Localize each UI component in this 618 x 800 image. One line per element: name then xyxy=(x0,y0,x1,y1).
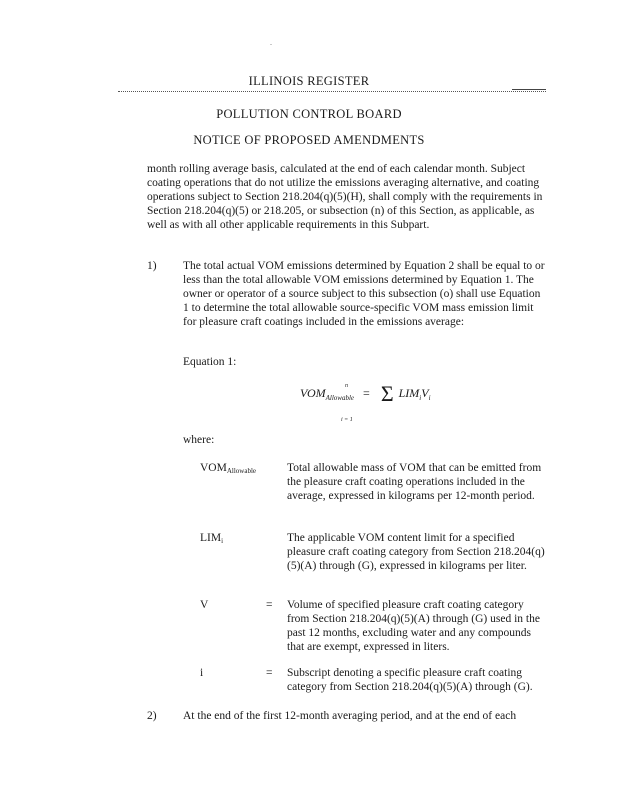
formula-equals: = xyxy=(363,386,370,400)
definition-term xyxy=(200,461,256,476)
definition-term xyxy=(200,531,223,546)
formula-lhs-sub: Allowable xyxy=(325,394,355,402)
term-sub: i xyxy=(221,537,224,545)
definition-text: Total allowable mass of VOM that can be emitted from the pleasure craft coating operations included in the average, expressed in kilograms per 12-month period. xyxy=(287,462,542,502)
equation-formula xyxy=(300,381,431,406)
definition-text: Volume of specified pleasure craft coating category from Section 218.204(q)(5)(A) through (G) used in the past 12 months, excluding water and any compounds that are exempt, expressed in liters. xyxy=(287,599,540,653)
formula-rhs: LIM xyxy=(398,386,420,400)
header-rule xyxy=(118,91,546,92)
notice-title: NOTICE OF PROPOSED AMENDMENTS xyxy=(193,133,425,147)
definition-text: The applicable VOM content limit for a specified pleasure craft coating category from Section 218.204(q)(5)(A) through (G), expressed in kilograms per liter. xyxy=(287,532,545,572)
sum-upper-limit: n xyxy=(345,383,348,389)
term-text: VOM xyxy=(200,462,227,474)
term-text: LIM xyxy=(200,532,222,544)
register-title: ILLINOIS REGISTER xyxy=(248,74,370,88)
definition-term xyxy=(200,598,208,613)
definition-term xyxy=(200,666,203,681)
item-2-number: 2) xyxy=(147,710,157,722)
board-title: POLLUTION CONTROL BOARD xyxy=(216,107,402,121)
sum-lower-limit: i = 1 xyxy=(341,417,353,423)
item-2-text: At the end of the first 12-month averaging period, and at the end of each xyxy=(183,710,517,722)
equation-label: Equation 1: xyxy=(183,356,237,368)
formula-rhs-sub: i xyxy=(419,394,422,402)
intro-paragraph: month rolling average basis, calculated at the end of each calendar month. Subject coating operations that do not utilize the emissions averaging alternative, and coating operations subject to Section 218.204(q)(5)(H), shall comply with the requirements in Section 218.204(q)(5) or 218.205, or subsection (n) of this Section, as applicable, as well as with all other applicable requirements in this Subpart. xyxy=(147,163,543,231)
where-label: where: xyxy=(183,434,215,446)
header-page-tick xyxy=(512,89,546,90)
item-1-number: 1) xyxy=(147,260,157,272)
item-1-text: The total actual VOM emissions determined by Equation 2 shall be equal to or less than the total allowable VOM emissions determined by Equation 1. The owner or operator of a source subject to this subsection (o) shall use Equation 1 to determine the total allowable source-specific VOM mass emission limit for pleasure craft coatings included in the emissions average: xyxy=(183,260,545,328)
sigma-symbol: Σ xyxy=(380,381,394,406)
formula-rhs-tail-sub: i xyxy=(428,394,431,402)
definition-text: Subscript denoting a specific pleasure craft coating category from Section 218.204(q)(5)(A) through (G). xyxy=(287,667,533,693)
term-sub: Allowable xyxy=(226,467,257,475)
term-text: V xyxy=(200,599,209,611)
definition-equals: = xyxy=(266,667,273,679)
formula-lhs: VOM xyxy=(300,386,326,400)
term-text: i xyxy=(200,667,204,679)
definition-equals: = xyxy=(266,599,273,611)
page-mark: . xyxy=(270,38,272,47)
formula-rhs-tail: V xyxy=(421,386,429,400)
